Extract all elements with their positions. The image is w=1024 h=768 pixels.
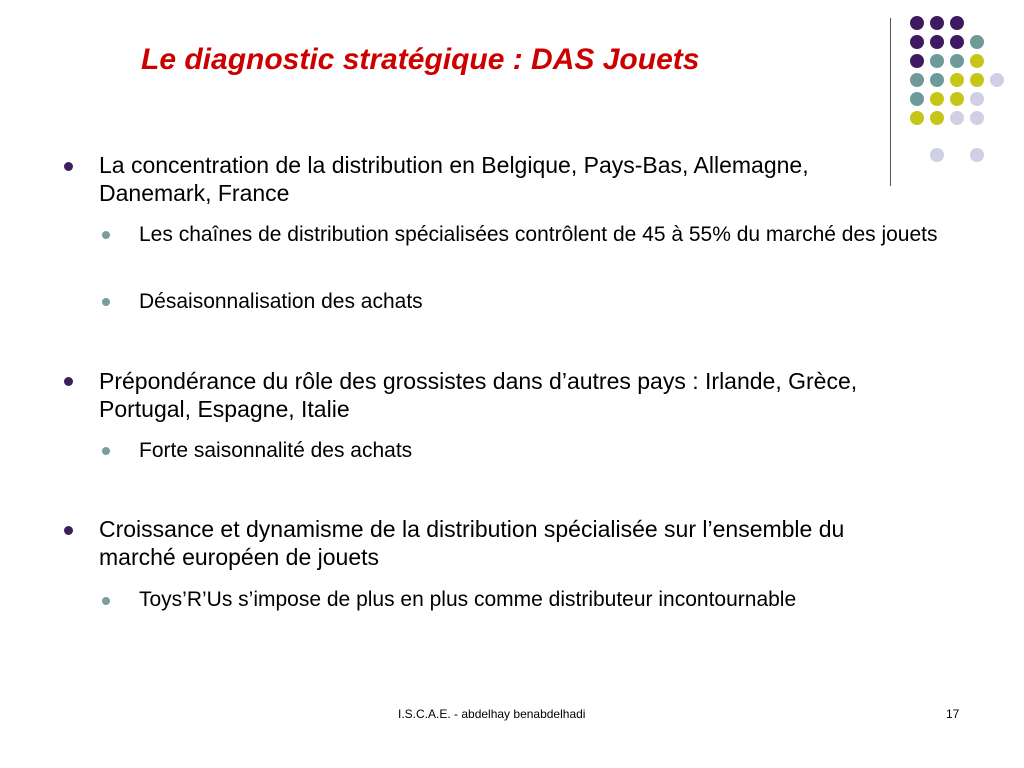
- title-divider-line: [890, 18, 891, 186]
- decor-dot: [950, 111, 964, 125]
- decor-dot: [930, 148, 944, 162]
- decor-dot: [970, 111, 984, 125]
- footer-text: I.S.C.A.E. - abdelhay benabdelhadi: [398, 707, 586, 721]
- page-number: 17: [946, 707, 960, 721]
- decor-dot: [910, 54, 924, 68]
- decor-dot: [930, 92, 944, 106]
- decor-dot: [970, 73, 984, 87]
- bullet-item: Prépondérance du rôle des grossistes dans d’autres pays : Irlande, Grèce, Portugal, Espagne, Italie: [99, 368, 858, 422]
- decor-dot: [970, 35, 984, 49]
- decor-dot: [910, 92, 924, 106]
- sub-bullet-dot: [102, 597, 110, 605]
- decor-dot: [930, 73, 944, 87]
- decor-dot: [930, 54, 944, 68]
- decor-dot: [910, 16, 924, 30]
- sub-bullet-dot: [102, 231, 110, 239]
- sub-bullet-item: Les chaînes de distribution spécialisées contrôlent de 45 à 55% du marché des jouets: [139, 223, 938, 246]
- bullet-dot: [64, 526, 73, 535]
- decor-dot: [930, 35, 944, 49]
- sub-bullet-dot: [102, 298, 110, 306]
- decor-dot: [970, 54, 984, 68]
- decor-dot: [970, 148, 984, 162]
- decor-dot: [930, 111, 944, 125]
- decor-dot: [990, 73, 1004, 87]
- decor-dot: [930, 16, 944, 30]
- sub-bullet-item: Toys’R’Us s’impose de plus en plus comme distributeur incontournable: [139, 588, 797, 611]
- sub-bullet-item: Désaisonnalisation des achats: [139, 290, 423, 313]
- decor-dot: [950, 35, 964, 49]
- decor-dot: [910, 73, 924, 87]
- bullet-dot: [64, 162, 73, 171]
- decor-dot: [910, 35, 924, 49]
- slide-title: Le diagnostic stratégique : DAS Jouets: [141, 43, 700, 76]
- decor-dot: [950, 16, 964, 30]
- decor-dot: [950, 92, 964, 106]
- bullet-item: Croissance et dynamisme de la distribution spécialisée sur l’ensemble du marché européen de jouets: [99, 516, 845, 570]
- sub-bullet-dot: [102, 447, 110, 455]
- bullet-dot: [64, 377, 73, 386]
- sub-bullet-item: Forte saisonnalité des achats: [139, 439, 413, 462]
- decor-dot: [950, 54, 964, 68]
- bullet-item: La concentration de la distribution en Belgique, Pays-Bas, Allemagne, Danemark, France: [99, 152, 809, 206]
- decor-dot: [910, 111, 924, 125]
- decor-dot: [950, 73, 964, 87]
- decor-dot: [970, 92, 984, 106]
